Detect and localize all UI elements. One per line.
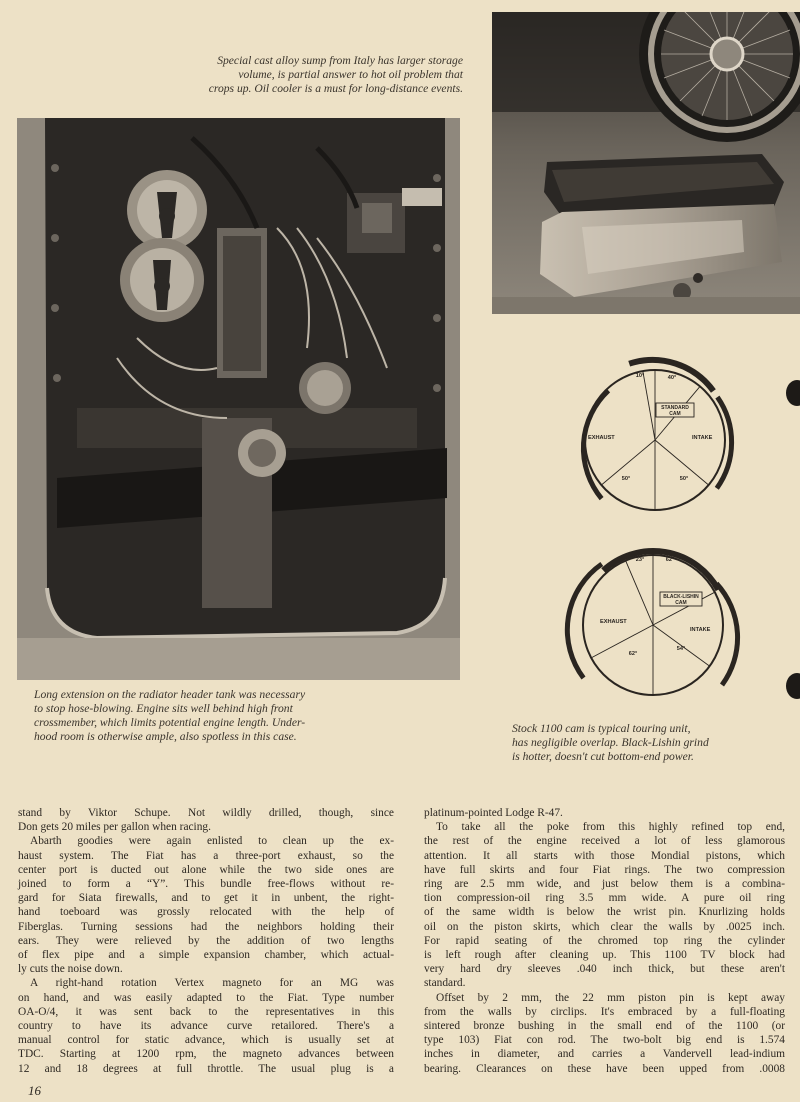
binder-hole [786,380,800,406]
article-line: standard. [424,977,466,990]
article-line: oil on the piston skirts, which clear the walls by .0025 inch. [424,920,785,933]
caption-line: crops up. Oil cooler is a must for long-distance events. [208,82,463,95]
article-line: Abarth goodies were again enlisted to clean up the ex- [30,835,394,848]
sump-photo [492,12,800,314]
black-lishin-bottom-right-angle: 54° [676,646,686,652]
article-line: center port is ducted out alone while the two side ones are [18,863,394,876]
standard-cam-box-line-1: STANDARD [661,405,689,411]
article-line: A right-hand rotation Vertex magneto for an MG was [30,977,394,990]
article-line: joined to form a “Y”. This bundle free-flows without re- [18,878,394,891]
standard-top-left-angle: 10° [635,373,645,379]
black-lishin-intake-label: INTAKE [690,627,711,633]
article-line: To take all the poke from this highly refined top end, [436,821,785,834]
article-line: tion compression-oil ring 3.5 mm wide. A pure oil ring [424,892,785,905]
article-line: OA-O/4, it was sent back to the representatives in this [18,1005,394,1018]
article-line: on hand, and was easily adapted to the Fiat. Type number [18,991,394,1004]
article-line: very hard dry sleeves .040 inch thick, but these aren't [424,963,785,976]
caption-line: to stop hose-blowing. Engine sits well behind high front [34,702,293,715]
caption-line: volume, is partial answer to hot oil problem that [238,68,463,81]
engine-photo-caption [34,688,305,744]
article-line: is left rough after cleaning up. This 1100 TV block had [424,949,785,962]
black-lishin-cam-box-line-2: CAM [675,600,687,606]
black-lishin-cam-timing-diagram [578,540,728,710]
article-line: the rest of the engine received a lot of less glamorous [424,835,785,848]
article-line: Don gets 20 miles per gallon when racing. [18,821,211,834]
caption-line: crossmember, which limits potential engine length. Under- [34,716,306,729]
article-line: bearing. Clearances on these have been upped from .0008 [424,1062,785,1075]
standard-cam-box-line-2: CAM [669,411,681,417]
caption-line: Stock 1100 cam is typical touring unit, [512,722,691,735]
black-lishin-exhaust-label: EXHAUST [600,619,627,625]
article-column-left [18,806,394,1076]
black-lishin-bottom-left-angle: 62° [628,651,638,657]
black-lishin-top-left-angle: 23° [635,557,645,563]
sump-photo-caption [209,54,463,96]
standard-intake-label: INTAKE [692,435,713,441]
article-line: platinum-pointed Lodge R-47. [424,807,563,819]
article-line: sintered bronze bushing in the small end of the 1100 (or [424,1020,785,1033]
caption-line: hood room is otherwise ample, also spotless in this case. [34,730,297,743]
caption-line: Long extension on the radiator header tank was necessary [34,688,306,701]
article-line: 12 and 18 degrees at full throttle. The usual plug is a [18,1062,394,1075]
standard-top-right-angle: 40° [667,375,677,381]
article-line: gard for Siata firewalls, and to get it in unbent, the right- [18,892,394,905]
article-line: ring are 2.5 mm wide, and just below them is a combina- [424,878,785,891]
cam-diagram-caption [512,722,709,764]
article-line: from the walls by circlips. It's embraced by a full-floating [424,1005,785,1018]
standard-exhaust-label: EXHAUST [588,435,615,441]
article-line: inches in diameter, and carries a Vandervell lead-indium [424,1048,785,1061]
article-line: Fiberglas. Turning sessions had the neighbors holding their [18,920,394,933]
article-line: haust system. The Fiat has a three-port exhaust, so the [18,849,394,862]
article-line: For rapid seating of the chromed top ring the cylinder [424,934,785,947]
black-lishin-top-right-angle: 62° [665,557,675,563]
standard-cam-timing-diagram [580,355,730,525]
article-line: of flex pipe and a simple expansion chamber, which actual- [18,949,394,962]
caption-line: is hotter, doesn't cut bottom-end power. [512,750,694,763]
black-lishin-cam-box-line-1: BLACK-LISHIN [663,594,699,600]
article-line: ly cuts the noise down. [18,963,123,976]
standard-bottom-left-angle: 50° [621,476,631,482]
article-line: type 103) Fiat con rod. The two-bolt big end is 1.574 [424,1034,785,1047]
article-line: manual control for static advance, which is usually set at [18,1034,394,1047]
article-line: country to have its advance curve retailored. There's a [18,1020,394,1033]
article-line: TDC. Starting at 1200 rpm, the magneto advances between [18,1048,394,1061]
article-line: have full skirts and four Fiat rings. The two compression [424,863,785,876]
page-number: 16 [28,1083,41,1098]
engine-bay-photo [17,118,460,680]
caption-line: Special cast alloy sump from Italy has larger storage [217,54,463,67]
standard-bottom-right-angle: 50° [679,476,689,482]
article-line: stand by Viktor Schupe. Not wildly drilled, though, since [18,807,394,819]
article-line: ears. They were relieved by the addition of two lengths [18,934,394,947]
article-column-right [424,806,785,1076]
article-line: hand toeboard was grossly relocated with the help of [18,906,394,919]
article-line: attention. It all starts with those Mondial pistons, which [424,849,785,862]
article-line: of the same width is below the wrist pin. Knurlizing holds [424,906,785,919]
binder-hole [786,673,800,699]
caption-line: has negligible overlap. Black-Lishin grind [512,736,709,749]
article-line: Offset by 2 mm, the 22 mm piston pin is kept away [436,991,785,1004]
